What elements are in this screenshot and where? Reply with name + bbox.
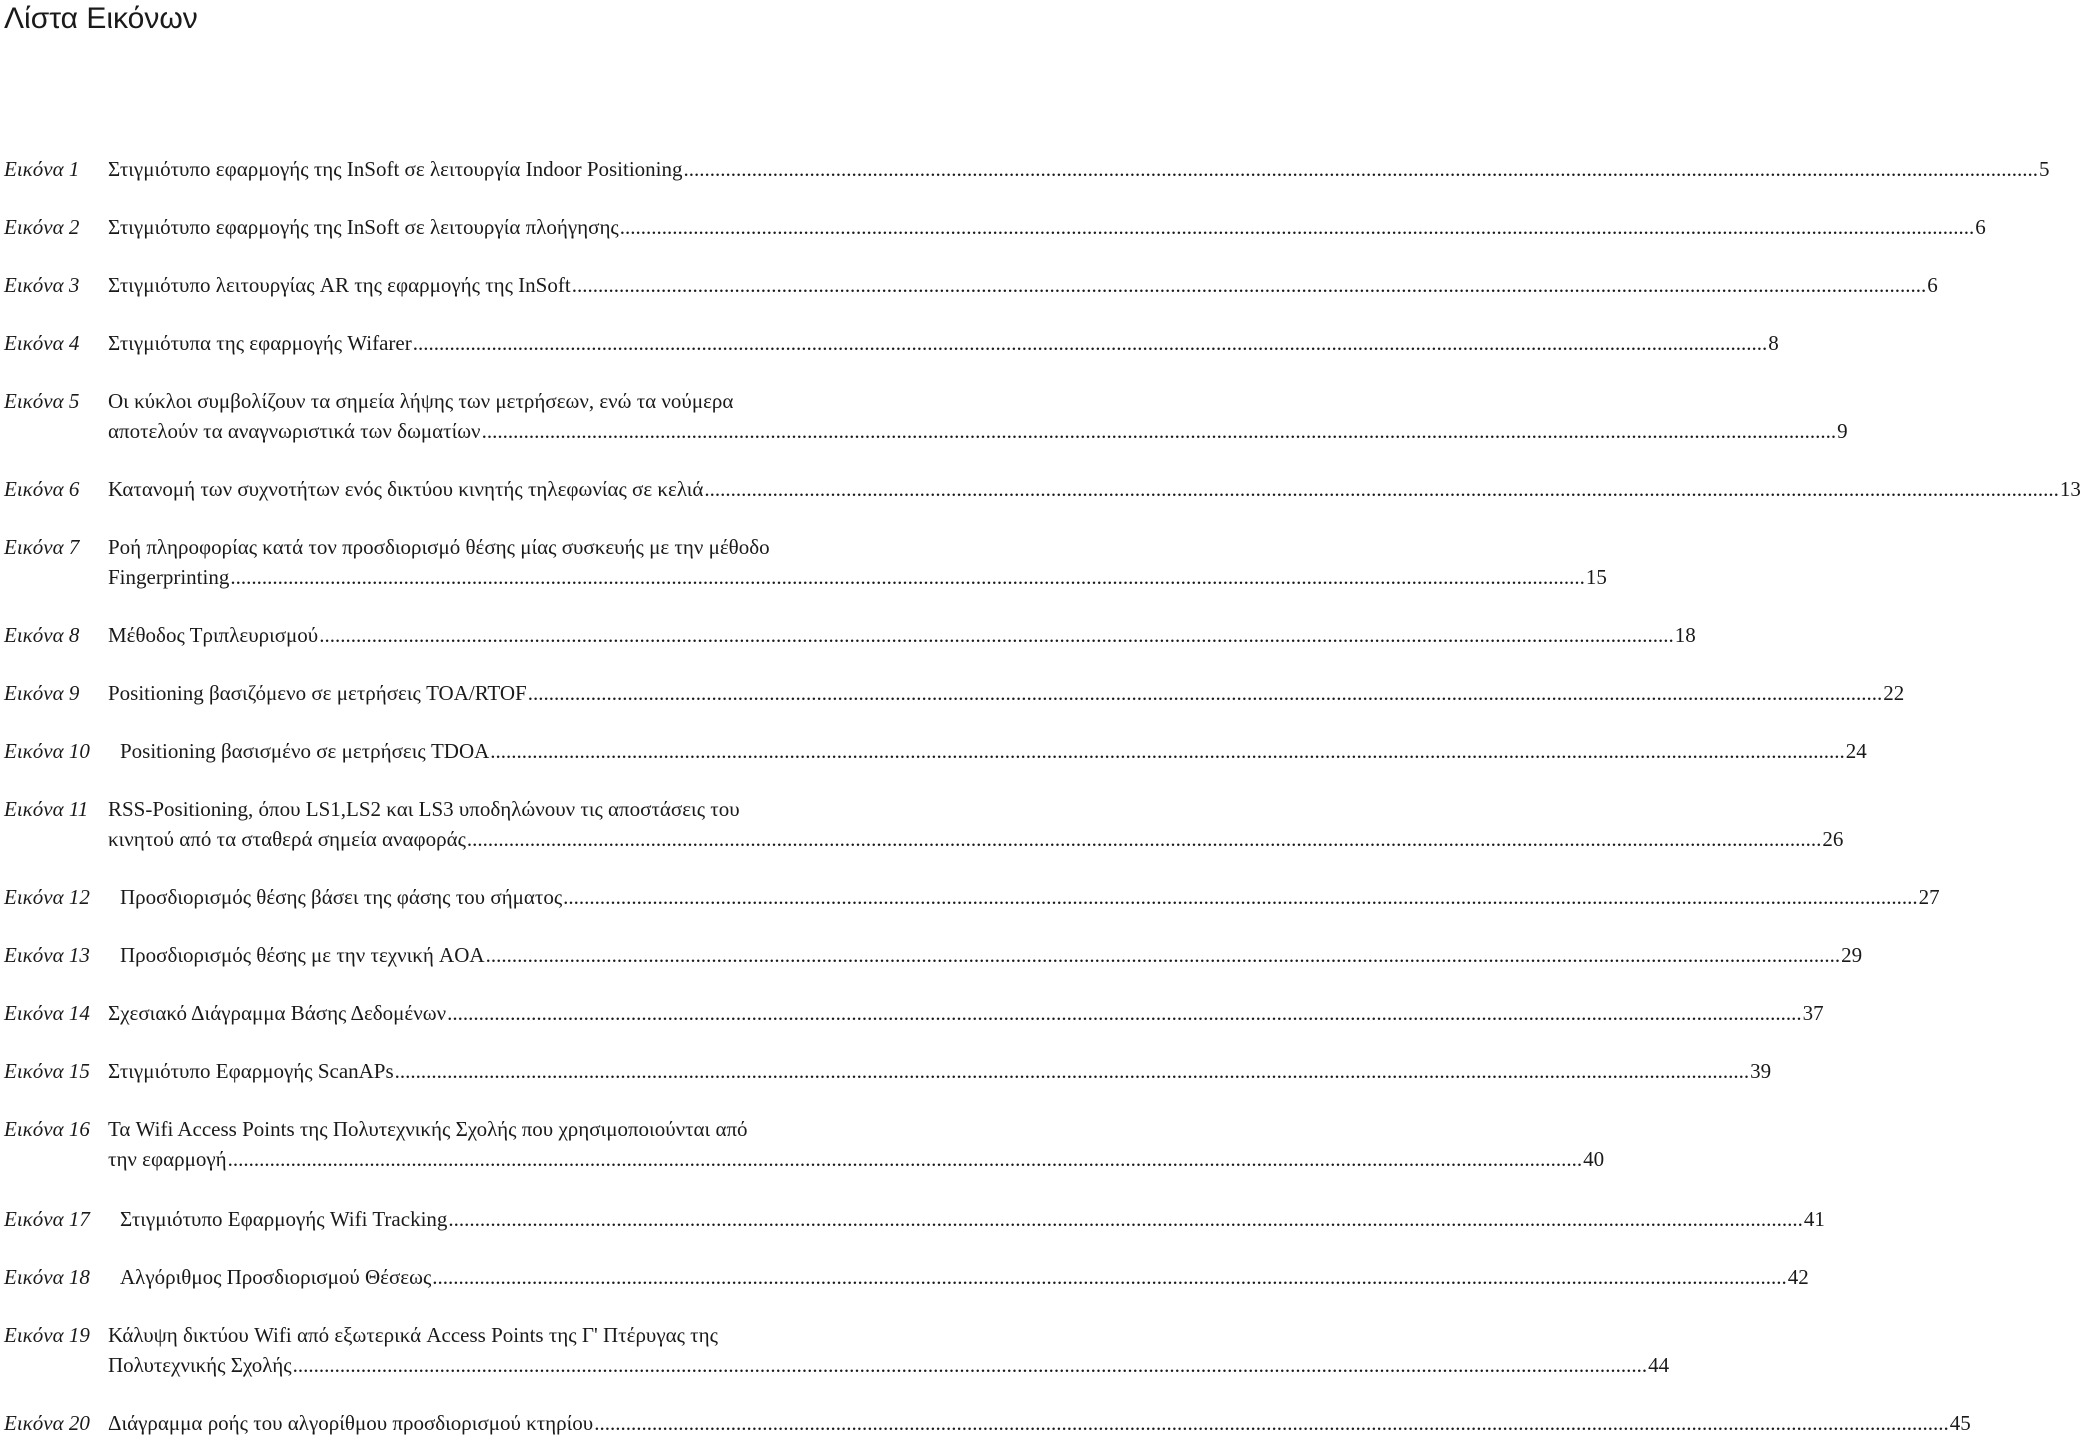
list-item[interactable] — [4, 998, 1824, 1028]
dot-leader — [228, 1144, 1583, 1174]
page-number: 45 — [1949, 1411, 1971, 1435]
page-number: 42 — [1787, 1265, 1809, 1289]
figure-caption: Κατανομή των συχνοτήτων ενός δικτύου κινητής τηλεφωνίας σε κελιά — [108, 477, 704, 501]
figure-caption: Αλγόριθμος Προσδιορισμού Θέσεως — [120, 1265, 432, 1289]
figure-caption: Προσδιορισμός θέσης βάσει της φάσης του σήματος — [120, 885, 563, 909]
figure-label: Εικόνα 19 — [4, 1323, 90, 1347]
figure-label: Εικόνα 9 — [4, 681, 80, 705]
figure-caption: Positioning βασισμένο σε μετρήσεις TDOA — [120, 739, 490, 763]
figure-caption-continued: Πολυτεχνικής Σχολής — [108, 1353, 292, 1377]
figure-caption-continued: αποτελούν τα αναγνωριστικά των δωματίων — [108, 419, 481, 443]
dot-leader — [572, 270, 1927, 300]
dot-leader — [528, 678, 1883, 708]
page-number: 9 — [1837, 419, 1848, 443]
dot-leader — [413, 328, 1768, 358]
list-item[interactable] — [4, 736, 1867, 766]
dot-leader — [319, 620, 1674, 650]
list-item[interactable] — [4, 212, 1986, 242]
list-item[interactable] — [4, 1408, 1971, 1438]
figure-caption: Στιγμιότυπο λειτουργίας AR της εφαρμογής της InSoft — [108, 273, 571, 297]
list-item[interactable] — [4, 1320, 1670, 1380]
figure-label: Εικόνα 20 — [4, 1411, 90, 1435]
list-item[interactable] — [4, 1204, 1825, 1234]
figure-caption: Στιγμιότυπα της εφαρμογής Wifarer — [108, 331, 412, 355]
figure-label: Εικόνα 4 — [4, 331, 80, 355]
page-number: 15 — [1585, 565, 1607, 589]
page-number: 18 — [1674, 623, 1696, 647]
page-number: 6 — [1927, 273, 1938, 297]
list-item[interactable] — [4, 882, 1940, 912]
list-item[interactable] — [4, 1114, 1605, 1174]
figure-label: Εικόνα 8 — [4, 623, 80, 647]
figure-label: Εικόνα 1 — [4, 157, 80, 181]
page-number: 41 — [1803, 1207, 1825, 1231]
dot-leader — [490, 736, 1845, 766]
page-number: 5 — [2039, 157, 2050, 181]
page-number: 39 — [1750, 1059, 1772, 1083]
figure-label: Εικόνα 18 — [4, 1265, 90, 1289]
figure-caption-continued: την εφαρμογή — [108, 1147, 227, 1171]
figure-label: Εικόνα 15 — [4, 1059, 90, 1083]
list-item[interactable] — [4, 474, 2081, 504]
figure-label: Εικόνα 7 — [4, 535, 80, 559]
dot-leader — [620, 212, 1975, 242]
page-number: 44 — [1648, 1353, 1670, 1377]
figure-caption: Κάλυψη δικτύου Wifi από εξωτερικά Access Points της Γ' Πτέρυγας της — [108, 1323, 718, 1347]
figure-caption-continued: Fingerprinting — [108, 565, 230, 589]
dot-leader — [447, 998, 1802, 1028]
figure-label: Εικόνα 12 — [4, 885, 90, 909]
figure-caption: Σχεσιακό Διάγραμμα Βάσης Δεδομένων — [108, 1001, 447, 1025]
dot-leader — [684, 154, 2039, 184]
figure-caption: Οι κύκλοι συμβολίζουν τα σημεία λήψης των μετρήσεων, ενώ τα νούμερα — [108, 389, 734, 413]
dot-leader — [486, 940, 1841, 970]
dot-leader — [594, 1408, 1949, 1438]
list-item[interactable] — [4, 940, 1863, 970]
figure-caption: RSS-Positioning, όπου LS1,LS2 και LS3 υποδηλώνουν τις αποστάσεις του — [108, 797, 740, 821]
dot-leader — [395, 1056, 1750, 1086]
figure-label: Εικόνα 5 — [4, 389, 80, 413]
figure-caption: Ροή πληροφορίας κατά τον προσδιορισμό θέσης μίας συσκευής με την μέθοδο — [108, 535, 770, 559]
list-item[interactable] — [4, 386, 1848, 446]
list-item[interactable] — [4, 794, 1844, 854]
list-item[interactable] — [4, 532, 1607, 592]
dot-leader — [704, 474, 2059, 504]
figure-caption-continued: κινητού από τα σταθερά σημεία αναφοράς — [108, 827, 466, 851]
list-item[interactable] — [4, 1262, 1809, 1292]
figure-label: Εικόνα 14 — [4, 1001, 90, 1025]
figure-caption: Στιγμιότυπο εφαρμογής της InSoft σε λειτουργία πλοήγησης — [108, 215, 619, 239]
figure-caption: Τα Wifi Access Points της Πολυτεχνικής Σχολής που χρησιμοποιούνται από — [108, 1117, 748, 1141]
page-number: 37 — [1802, 1001, 1824, 1025]
figure-label: Εικόνα 2 — [4, 215, 80, 239]
dot-leader — [293, 1350, 1648, 1380]
figure-caption: Στιγμιότυπο Εφαρμογής Wifi Tracking — [120, 1207, 448, 1231]
list-item[interactable] — [4, 1056, 1772, 1086]
dot-leader — [563, 882, 1918, 912]
figure-caption: Στιγμιότυπο εφαρμογής της InSoft σε λειτουργία Indoor Positioning — [108, 157, 683, 181]
page-number: 24 — [1845, 739, 1867, 763]
page-number: 29 — [1841, 943, 1863, 967]
figure-caption: Προσδιορισμός θέσης με την τεχνική AOA — [120, 943, 485, 967]
page-number: 26 — [1822, 827, 1844, 851]
list-item[interactable] — [4, 154, 2050, 184]
figure-label: Εικόνα 11 — [4, 797, 89, 821]
figure-label: Εικόνα 10 — [4, 739, 90, 763]
page-number: 13 — [2059, 477, 2081, 501]
page-number: 40 — [1583, 1147, 1605, 1171]
figure-label: Εικόνα 16 — [4, 1117, 90, 1141]
dot-leader — [482, 416, 1837, 446]
list-item[interactable] — [4, 678, 1905, 708]
dot-leader — [432, 1262, 1787, 1292]
figure-caption: Μέθοδος Τριπλευρισμού — [108, 623, 319, 647]
page-title: Λίστα Εικόνων — [4, 2, 198, 35]
page-number: 22 — [1883, 681, 1905, 705]
list-item[interactable] — [4, 270, 1938, 300]
figure-caption: Positioning βασιζόμενο σε μετρήσεις TOA/RTOF — [108, 681, 527, 705]
figure-label: Εικόνα 3 — [4, 273, 80, 297]
figure-caption: Διάγραμμα ροής του αλγορίθμου προσδιορισμού κτηρίου — [108, 1411, 594, 1435]
dot-leader — [467, 824, 1822, 854]
dot-leader — [230, 562, 1585, 592]
page-number: 27 — [1918, 885, 1940, 909]
list-item[interactable] — [4, 620, 1696, 650]
figure-caption: Στιγμιότυπο Εφαρμογής ScanAPs — [108, 1059, 394, 1083]
dot-leader — [448, 1204, 1803, 1234]
page-number: 8 — [1768, 331, 1779, 355]
page-number: 6 — [1975, 215, 1986, 239]
figure-label: Εικόνα 6 — [4, 477, 80, 501]
figure-label: Εικόνα 13 — [4, 943, 90, 967]
list-item[interactable] — [4, 328, 1779, 358]
figure-label: Εικόνα 17 — [4, 1207, 90, 1231]
